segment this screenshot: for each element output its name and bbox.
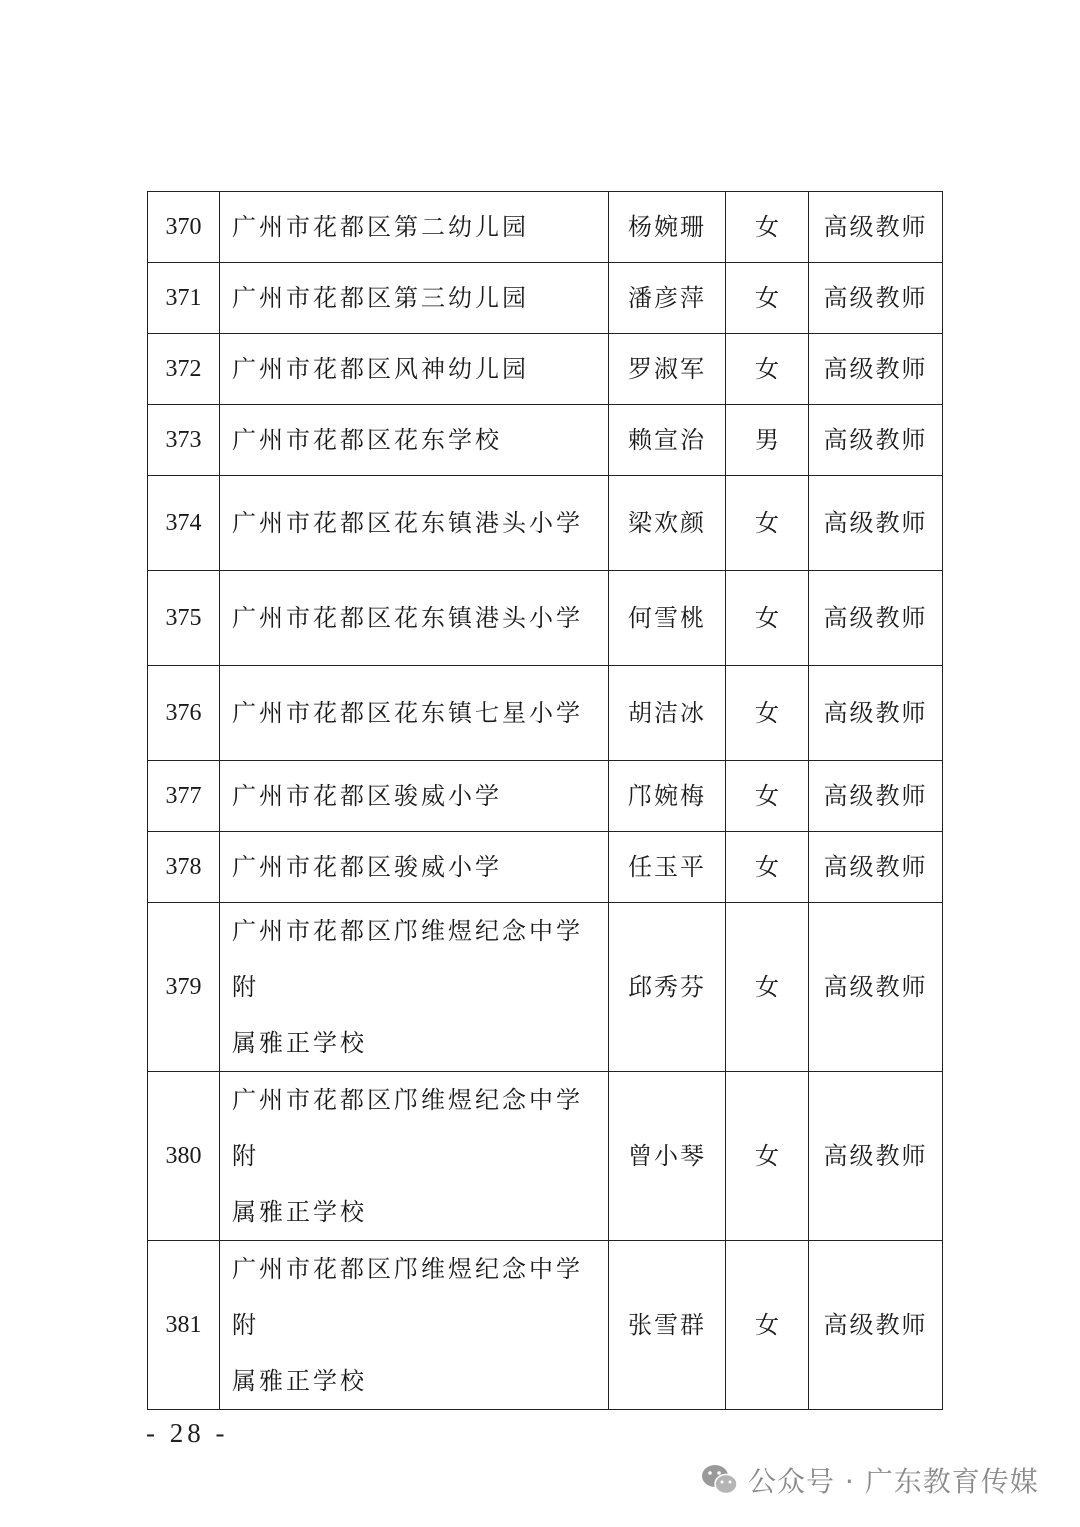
table-row (148, 1241, 943, 1410)
school-name-line: 属雅正学校 (232, 1198, 367, 1226)
table-row (148, 761, 943, 832)
teacher-sex: 女 (726, 1072, 809, 1241)
school-name: 广州市花都区花东学校 (220, 405, 609, 476)
row-number: 375 (148, 571, 220, 666)
school-name: 广州市花都区风神幼儿园 (220, 334, 609, 405)
teacher-name: 罗淑军 (609, 334, 726, 405)
teacher-sex: 女 (726, 263, 809, 334)
teacher-name: 杨婉珊 (609, 192, 726, 263)
teacher-title: 高级教师 (809, 571, 943, 666)
teacher-title: 高级教师 (809, 832, 943, 903)
table-row (148, 476, 943, 571)
teacher-name: 潘彦萍 (609, 263, 726, 334)
teacher-title: 高级教师 (809, 761, 943, 832)
row-number: 371 (148, 263, 220, 334)
teacher-title: 高级教师 (809, 405, 943, 476)
teacher-title: 高级教师 (809, 476, 943, 571)
school-name-line: 广州市花都区邝维煜纪念中学附 (232, 1255, 583, 1339)
teacher-sex: 女 (726, 903, 809, 1072)
table-row (148, 263, 943, 334)
row-number: 378 (148, 832, 220, 903)
table-row (148, 405, 943, 476)
watermark-text: 公众号 · 广东教育传媒 (748, 1465, 1039, 1498)
school-name: 广州市花都区第三幼儿园 (220, 263, 609, 334)
teacher-title: 高级教师 (809, 903, 943, 1072)
wechat-icon (700, 1463, 740, 1497)
row-number: 376 (148, 666, 220, 761)
teacher-title: 高级教师 (809, 1241, 943, 1410)
teacher-sex: 女 (726, 571, 809, 666)
teacher-title: 高级教师 (809, 334, 943, 405)
table-row (148, 571, 943, 666)
teacher-sex: 女 (726, 1241, 809, 1410)
teacher-title: 高级教师 (809, 192, 943, 263)
teacher-title: 高级教师 (809, 666, 943, 761)
school-name-line: 广州市花都区邝维煜纪念中学附 (232, 917, 583, 1001)
school-name: 广州市花都区花东镇七星小学 (220, 666, 609, 761)
school-name-line: 属雅正学校 (232, 1029, 367, 1057)
teacher-sex: 男 (726, 405, 809, 476)
table-row (148, 334, 943, 405)
teacher-name: 赖宣治 (609, 405, 726, 476)
school-name (220, 1241, 609, 1410)
teacher-sex: 女 (726, 666, 809, 761)
school-name-line: 属雅正学校 (232, 1367, 367, 1395)
row-number: 377 (148, 761, 220, 832)
teacher-roster-table (147, 191, 943, 1410)
row-number: 374 (148, 476, 220, 571)
teacher-sex: 女 (726, 192, 809, 263)
school-name-line: 广州市花都区邝维煜纪念中学附 (232, 1086, 583, 1170)
teacher-title: 高级教师 (809, 263, 943, 334)
teacher-name: 邱秀芬 (609, 903, 726, 1072)
school-name: 广州市花都区花东镇港头小学 (220, 571, 609, 666)
row-number: 381 (148, 1241, 220, 1410)
table-row (148, 1072, 943, 1241)
row-number: 372 (148, 334, 220, 405)
teacher-name: 曾小琴 (609, 1072, 726, 1241)
teacher-name: 张雪群 (609, 1241, 726, 1410)
teacher-name: 胡洁冰 (609, 666, 726, 761)
row-number: 379 (148, 903, 220, 1072)
teacher-sex: 女 (726, 761, 809, 832)
teacher-name: 何雪桃 (609, 571, 726, 666)
teacher-sex: 女 (726, 476, 809, 571)
teacher-sex: 女 (726, 334, 809, 405)
school-name: 广州市花都区花东镇港头小学 (220, 476, 609, 571)
page-number: - 28 - (146, 1418, 229, 1448)
teacher-sex: 女 (726, 832, 809, 903)
teacher-name: 梁欢颜 (609, 476, 726, 571)
teacher-title: 高级教师 (809, 1072, 943, 1241)
row-number: 373 (148, 405, 220, 476)
school-name: 广州市花都区第二幼儿园 (220, 192, 609, 263)
school-name: 广州市花都区骏威小学 (220, 761, 609, 832)
table-row (148, 666, 943, 761)
table-row (148, 903, 943, 1072)
teacher-name: 任玉平 (609, 832, 726, 903)
row-number: 380 (148, 1072, 220, 1241)
teacher-name: 邝婉梅 (609, 761, 726, 832)
school-name (220, 903, 609, 1072)
school-name (220, 1072, 609, 1241)
row-number: 370 (148, 192, 220, 263)
school-name: 广州市花都区骏威小学 (220, 832, 609, 903)
watermark (700, 1460, 1039, 1500)
table-row (148, 832, 943, 903)
table-row (148, 192, 943, 263)
